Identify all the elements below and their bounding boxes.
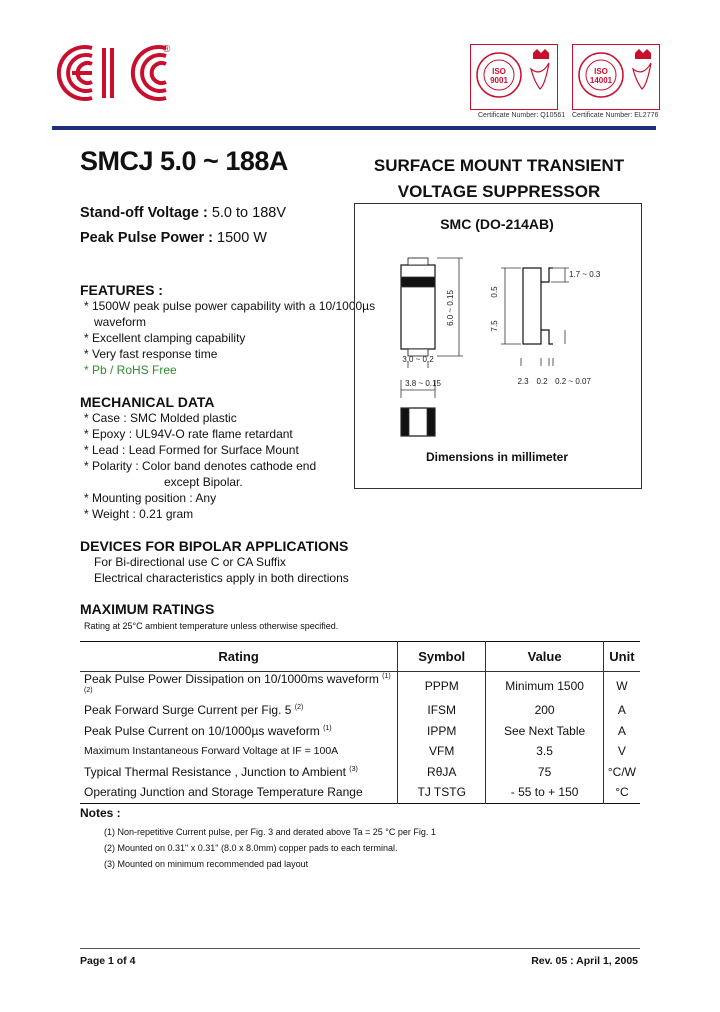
page-subtitle [358, 153, 640, 205]
cell-unit: W [603, 672, 640, 701]
feature-item-rohs: * Pb / RoHS Free [84, 363, 177, 377]
table-row [80, 700, 640, 721]
footer-rule [80, 948, 640, 949]
table-row [80, 782, 640, 803]
mechanical-item: * Case : SMC Molded plastic [84, 411, 237, 425]
rating-text: Peak Pulse Power Dissipation on 10/1000ms waveform [84, 672, 379, 686]
feature-item: * 1500W peak pulse power capability with a 10/1000µs [84, 299, 376, 313]
features-heading: FEATURES : [80, 282, 163, 298]
rating-ref: (2) [294, 704, 304, 712]
iso14001-label: ISO 14001 [589, 67, 613, 85]
iso14001-number: Certificate Number: EL2776 [572, 112, 659, 119]
bipolar-item: Electrical characteristics apply in both directions [94, 571, 349, 585]
table-header-row [80, 642, 640, 672]
cell-symbol: TJ TSTG [398, 782, 486, 803]
cell-symbol: RθJA [398, 762, 486, 783]
cell-value: 200 [486, 700, 604, 721]
col-symbol: Symbol [398, 642, 486, 672]
spec-value: 5.0 to 188V [211, 205, 287, 221]
cell-value: Minimum 1500 [486, 672, 604, 701]
subtitle-line-1: SURFACE MOUNT TRANSIENT [373, 156, 625, 175]
cell-unit: A [603, 700, 640, 721]
cell-rating [80, 741, 398, 762]
rating-text: Maximum Instantaneous Forward Voltage at IF = 100A [84, 745, 339, 758]
package-dimension-drawing [355, 240, 639, 440]
rating-text: Peak Pulse Current on 10/1000µs waveform [84, 723, 320, 738]
cell-unit: V [603, 741, 640, 762]
mechanical-item: * Lead : Lead Formed for Surface Mount [84, 443, 299, 457]
cell-symbol: IPPM [398, 721, 486, 742]
rating-ref: (3) [349, 765, 358, 773]
table-row [80, 741, 640, 762]
cell-symbol: PPPM [398, 672, 486, 701]
revision: Rev. 05 : April 1, 2005 [531, 955, 638, 967]
ratings-heading: MAXIMUM RATINGS [80, 601, 215, 617]
cell-unit: °C/W [603, 762, 640, 783]
eic-logo [52, 42, 174, 104]
iso9001-badge [470, 44, 558, 110]
note-item: (3) Mounted on minimum recommended pad layout [104, 859, 309, 869]
dim-h-label: 0.2 [536, 377, 548, 386]
feature-item: waveform [94, 315, 147, 329]
cell-unit: °C [603, 782, 640, 803]
dim-f-label: 1.7 ~ 0.3 [569, 270, 601, 279]
rating-ref: (1)(2) [84, 673, 391, 694]
page-number: Page 1 of 4 [80, 955, 136, 967]
cell-value: See Next Table [486, 721, 604, 742]
spec-label: Peak Pulse Power : [80, 230, 213, 246]
cell-rating [80, 782, 398, 803]
ratings-note: Rating at 25°C ambient temperature unless otherwise specified. [84, 621, 339, 631]
cell-rating [80, 762, 398, 783]
rating-ref: (1) [323, 724, 332, 732]
mechanical-item: * Epoxy : UL94V-O rate flame retardant [84, 427, 293, 441]
note-item: (2) Mounted on 0.31" x 0.31" (8.0 x 8.0mm) copper pads to each terminal. [104, 843, 398, 853]
dim-d-label: 7.5 [490, 320, 499, 332]
feature-item: * Very fast response time [84, 347, 218, 361]
package-title: SMC (DO-214AB) [440, 216, 554, 232]
mechanical-item: except Bipolar. [164, 475, 243, 489]
iso9001-label: ISO 9001 [490, 67, 508, 85]
note-item: (1) Non-repetitive Current pulse, per Fig. 3 and derated above Ta = 25 °C per Fig. 1 [104, 827, 436, 837]
rating-text: Typical Thermal Resistance , Junction to Ambient [84, 764, 346, 779]
page-title: SMCJ 5.0 ~ 188A [80, 146, 288, 176]
spec-peak-power [80, 230, 267, 246]
table-row [80, 672, 640, 701]
spec-label: Stand-off Voltage : [80, 205, 208, 221]
bipolar-heading: DEVICES FOR BIPOLAR APPLICATIONS [80, 538, 349, 554]
mechanical-heading: MECHANICAL DATA [80, 394, 215, 410]
subtitle-line-2: VOLTAGE SUPPRESSOR [397, 182, 601, 201]
cell-rating [80, 721, 398, 742]
col-value: Value [486, 642, 604, 672]
spec-value: 1500 W [217, 230, 267, 246]
rating-text: Operating Junction and Storage Temperature Range [84, 785, 363, 800]
cell-value: - 55 to + 150 [486, 782, 604, 803]
dim-g-label: 2.3 [517, 377, 529, 386]
dim-a-label: 6.0 ~ 0.15 [446, 290, 455, 326]
feature-item: * Excellent clamping capability [84, 331, 246, 345]
registered-mark: ® [163, 44, 171, 55]
spec-standoff [80, 205, 286, 221]
iso9001-number: Certificate Number: Q10561 [478, 112, 566, 119]
table-row [80, 762, 640, 783]
cell-symbol: IFSM [398, 700, 486, 721]
dim-b-label: 3.0 ~ 0.2 [402, 355, 434, 364]
col-unit: Unit [603, 642, 640, 672]
notes-heading: Notes : [80, 806, 121, 820]
dim-i-label: 0.2 ~ 0.07 [555, 377, 591, 386]
package-note: Dimensions in millimeter [425, 450, 569, 464]
cell-value: 75 [486, 762, 604, 783]
mechanical-item: * Polarity : Color band denotes cathode end [84, 459, 317, 473]
ratings-table [80, 641, 640, 804]
col-rating: Rating [218, 649, 259, 664]
bipolar-item: For Bi-directional use C or CA Suffix [94, 555, 286, 569]
table-row [80, 721, 640, 742]
rating-text: Peak Forward Surge Current per Fig. 5 [84, 703, 292, 718]
cell-rating [80, 700, 398, 721]
cell-symbol: VFM [398, 741, 486, 762]
mechanical-item: * Mounting position : Any [84, 491, 217, 505]
header-rule [52, 126, 656, 130]
cell-rating [80, 672, 398, 701]
certifications [470, 44, 660, 122]
mechanical-item: * Weight : 0.21 gram [84, 507, 194, 521]
cell-unit: A [603, 721, 640, 742]
dim-e-label: 0.5 [490, 286, 499, 298]
iso14001-badge [572, 44, 660, 110]
dim-c-label: 3.8 ~ 0.15 [405, 379, 441, 388]
cell-value: 3.5 [486, 741, 604, 762]
